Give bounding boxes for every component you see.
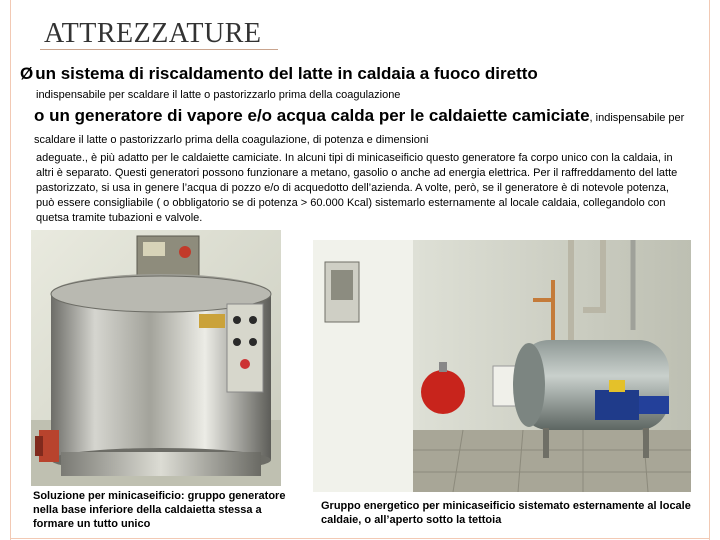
- bullet-2-heading: o un generatore di vapore e/o acqua calda per le caldaiette camiciate: [34, 106, 590, 125]
- bullet-2: [34, 106, 694, 150]
- slide-title: ATTREZZATURE: [44, 18, 262, 49]
- slide-frame-left: [10, 0, 11, 540]
- bullet-1-subtext: indispensabile per scaldare il latte o pastorizzarlo prima della coagulazione: [36, 89, 401, 101]
- bullet-2-inline: , indispensabile per scaldare il latte o pastorizzarlo prima della coagulazione, di potenza e dimensioni: [34, 112, 685, 146]
- figure-2-caption: Gruppo energetico per minicaseificio sistemato esternamente al locale caldaie, o all’aperto sotto la tettoia: [321, 500, 691, 526]
- bullet-2-detail: adeguate., è più adatto per le caldaiette camiciate. In alcuni tipi di minicaseificio questo generatore fa corpo unico con la caldaia, in altri è separato. Questi generatori possono funzionare a metano, gasolio o anche ad energia elettrica. Per il raffreddamento del latte pastorizzato, si usa in genere l’acqua di pozzo e/o di acquedotto dell’azienda. A volte, però, se il generatore è di notevole potenza, può essere consigliabile ( o obbligatorio se di potenza > 60.000 Kcal) sistemarlo esternamente al locale caldaia, collegandolo con quetsa tramite tubazioni e valvole.: [36, 152, 678, 224]
- steel-vat-photo: [31, 230, 281, 486]
- bullet-1-heading: un sistema di riscaldamento del latte in caldaia a fuoco diretto: [35, 64, 538, 83]
- boiler-room-photo: [313, 240, 691, 492]
- slide-frame-bottom: [10, 538, 710, 539]
- slide-frame-right: [709, 0, 710, 540]
- bullet-1: [20, 64, 538, 84]
- title-underline: [40, 49, 278, 50]
- figure-1-caption: Soluzione per minicaseificio: gruppo generatore nella base inferiore della caldaietta stessa a formare un tutto unico: [33, 490, 286, 530]
- bullet-arrow-icon: Ø: [20, 64, 34, 83]
